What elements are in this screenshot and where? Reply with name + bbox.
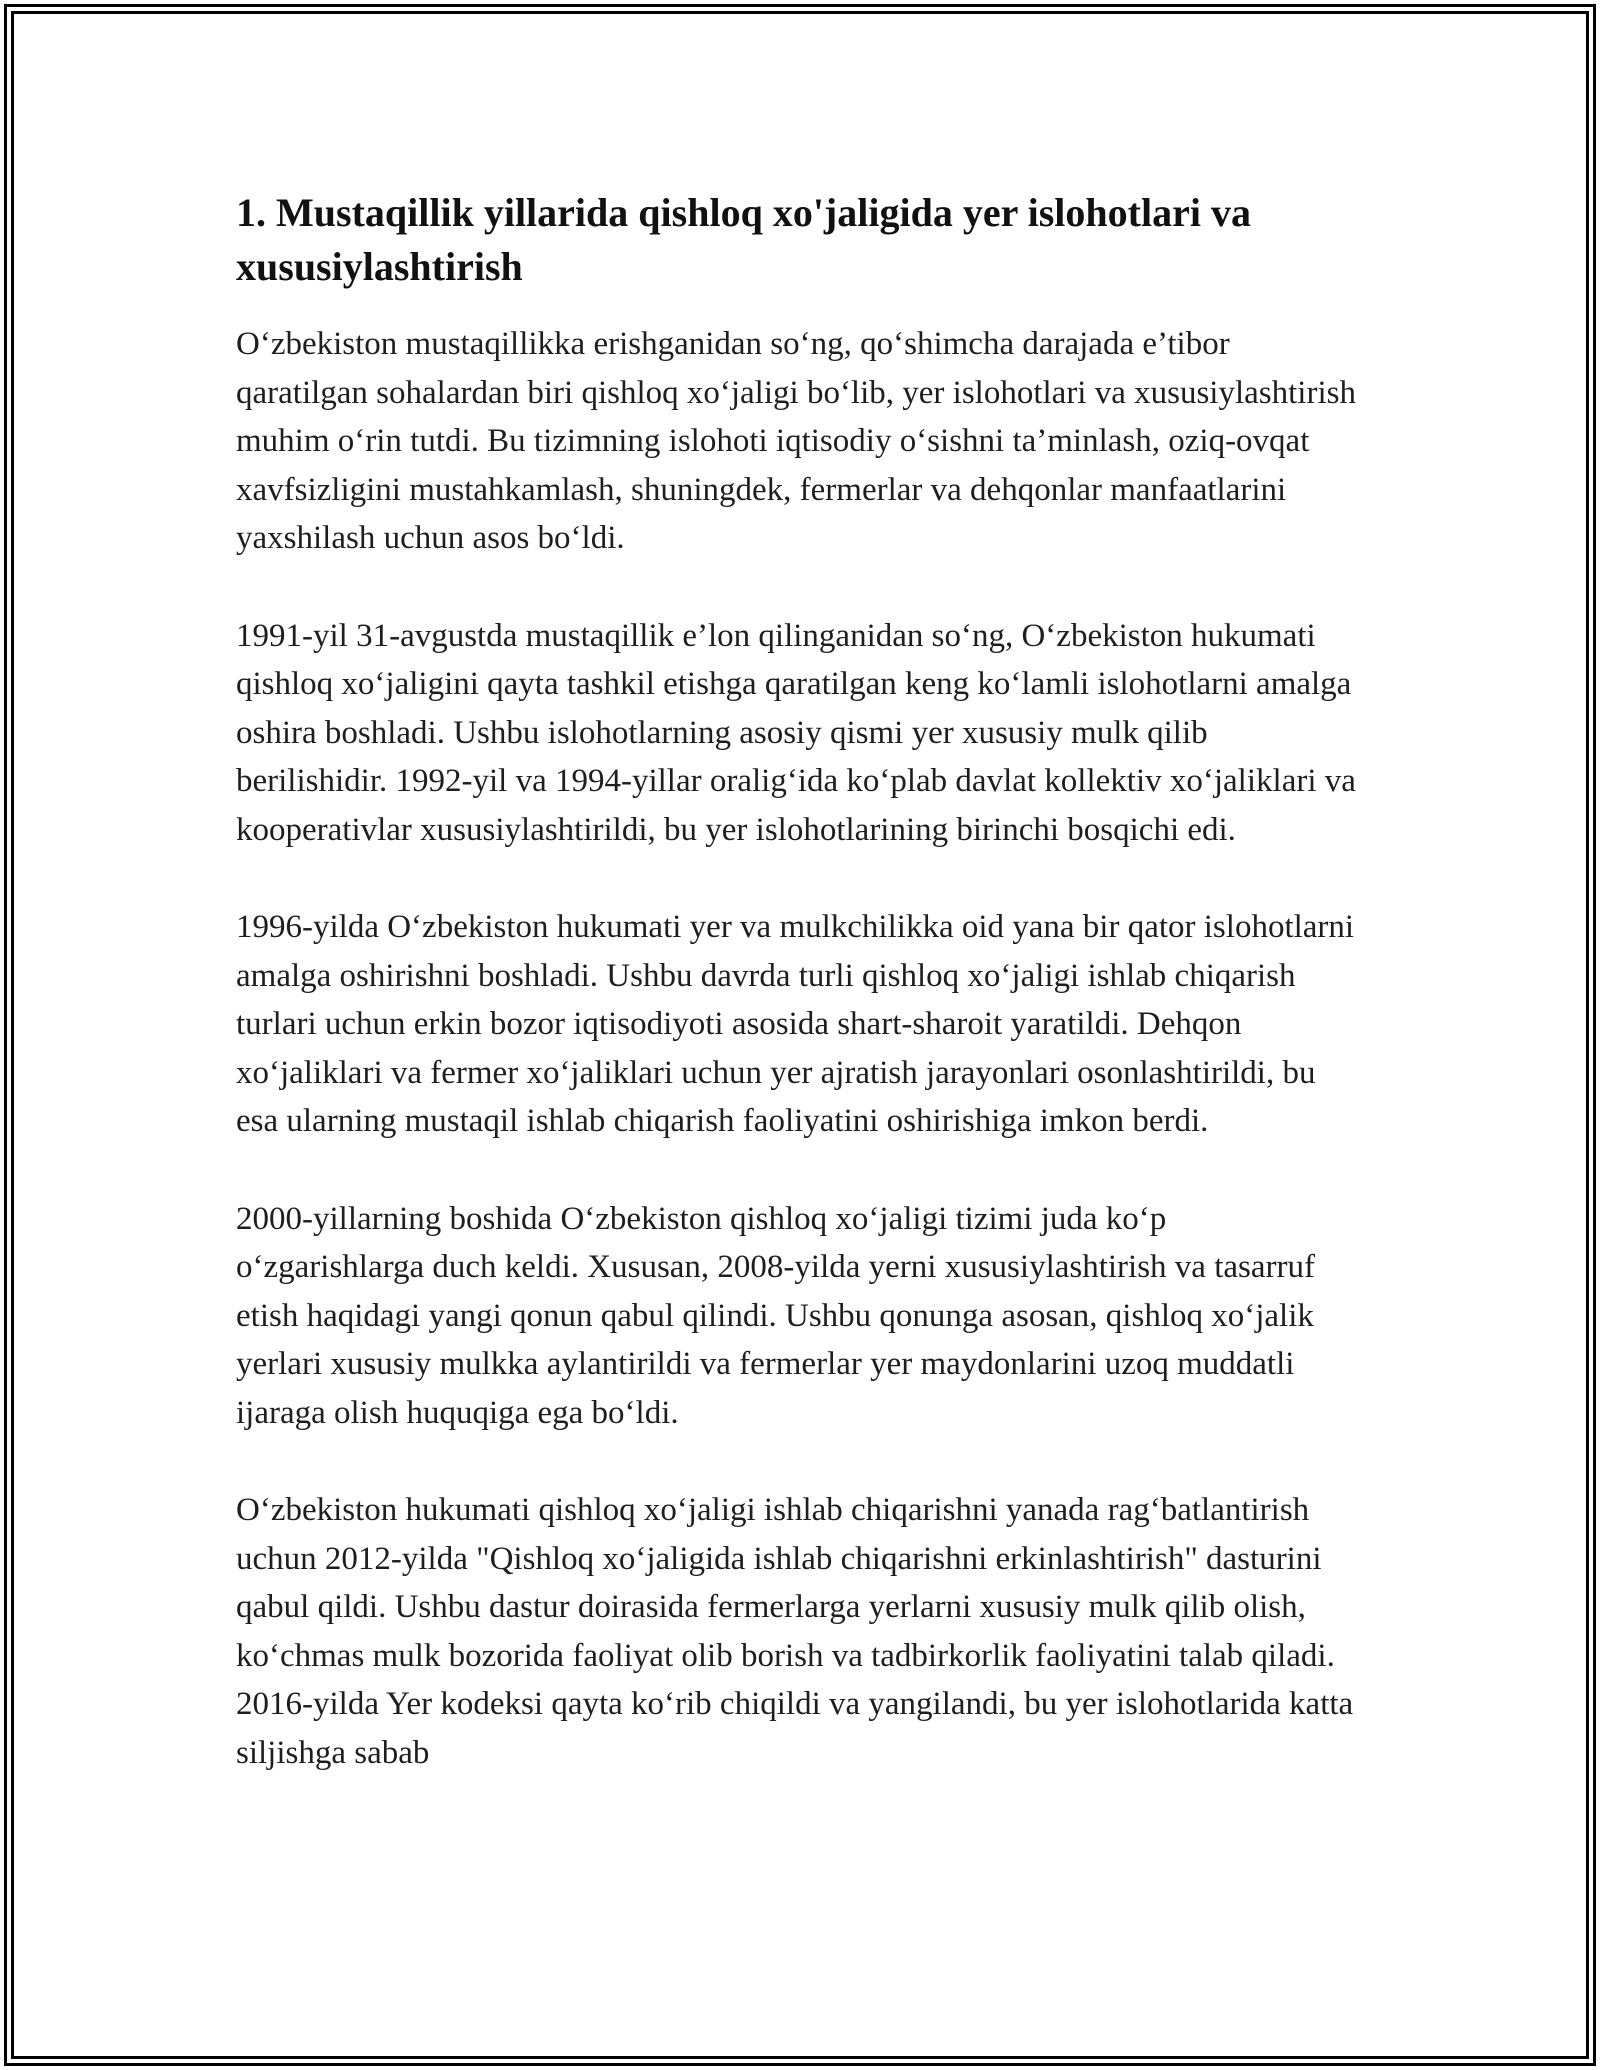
paragraph-2: 1991-yil 31-avgustda mustaqillik e’lon qilinganidan so‘ng, O‘zbekiston hukumati qishloq xo‘jaligini qayta tashkil etishga qaratilgan keng ko‘lamli islohotlarni amalga oshira boshladi. Ushbu islohotlarning asosiy qismi yer xususiy mulk qilib berilishidir. 1992-yil va 1994-yillar oralig‘ida ko‘plab davlat kollektiv xo‘jaliklari va kooperativlar xususiylashtirildi, bu yer islohotlarining birinchi bosqichi edi. <box>236 617 1356 848</box>
paragraph-5: O‘zbekiston hukumati qishloq xo‘jaligi ishlab chiqarishni yanada rag‘batlantirish uchun 2012-yilda "Qishloq xo‘jaligida ishlab chiqarishni erkinlashtirish" dasturini qabul qildi. Ushbu dastur doirasida fermerlarga yerlarni xususiy mulk qilib olish, ko‘chmas mulk bozorida faoliyat olib borish va tadbirkorlik faoliyatini talab qiladi. 2016-yilda Yer kodeksi qayta ko‘rib chiqildi va yangilandi, bu yer islohotlarida katta siljishga sabab <box>236 1492 1354 1771</box>
paragraph-1: O‘zbekiston mustaqillikka erishganidan so‘ng, qo‘shimcha darajada e’tibor qaratilgan sohalardan biri qishloq xo‘jaligi bo‘lib, yer islohotlari va xususiylashtirish muhim o‘rin tutdi. Bu tizimning islohoti iqtisodiy o‘sishni ta’minlash, oziq-ovqat xavfsizligini mustahkamlash, shuningdek, fermerlar va dehqonlar manfaatlarini yaxshilash uchun asos bo‘ldi. <box>236 326 1356 556</box>
paragraph-4: 2000-yillarning boshida O‘zbekiston qishloq xo‘jaligi tizimi juda ko‘p o‘zgarishlarga duch keldi. Xususan, 2008-yilda yerni xususiylashtirish va tasarruf etish haqidagi yangi qonun qabul qilindi. Ushbu qonunga asosan, qishloq xo‘jalik yerlari xususiy mulkka aylantirildi va fermerlar yer maydonlarini uzoq muddatli ijaraga olish huquqiga ega bo‘ldi. <box>236 1200 1315 1431</box>
paragraph-3: 1996-yilda O‘zbekiston hukumati yer va mulkchilikka oid yana bir qator islohotlarni amalga oshirishni boshladi. Ushbu davrda turli qishloq xo‘jaligi ishlab chiqarish turlari uchun erkin bozor iqtisodiyoti asosida shart-sharoit yaratildi. Dehqon xo‘jaliklari va fermer xo‘jaliklari uchun yer ajratish jarayonlari osonlashtirildi, bu esa ularning mustaqil ishlab chiqarish faoliyatini oshirishiga imkon berdi. <box>236 909 1355 1139</box>
document-body <box>236 186 1356 1826</box>
section-title: 1. Mustaqillik yillarida qishloq xo'jaligida yer islohotlari va xususiylashtirish <box>236 190 1251 289</box>
